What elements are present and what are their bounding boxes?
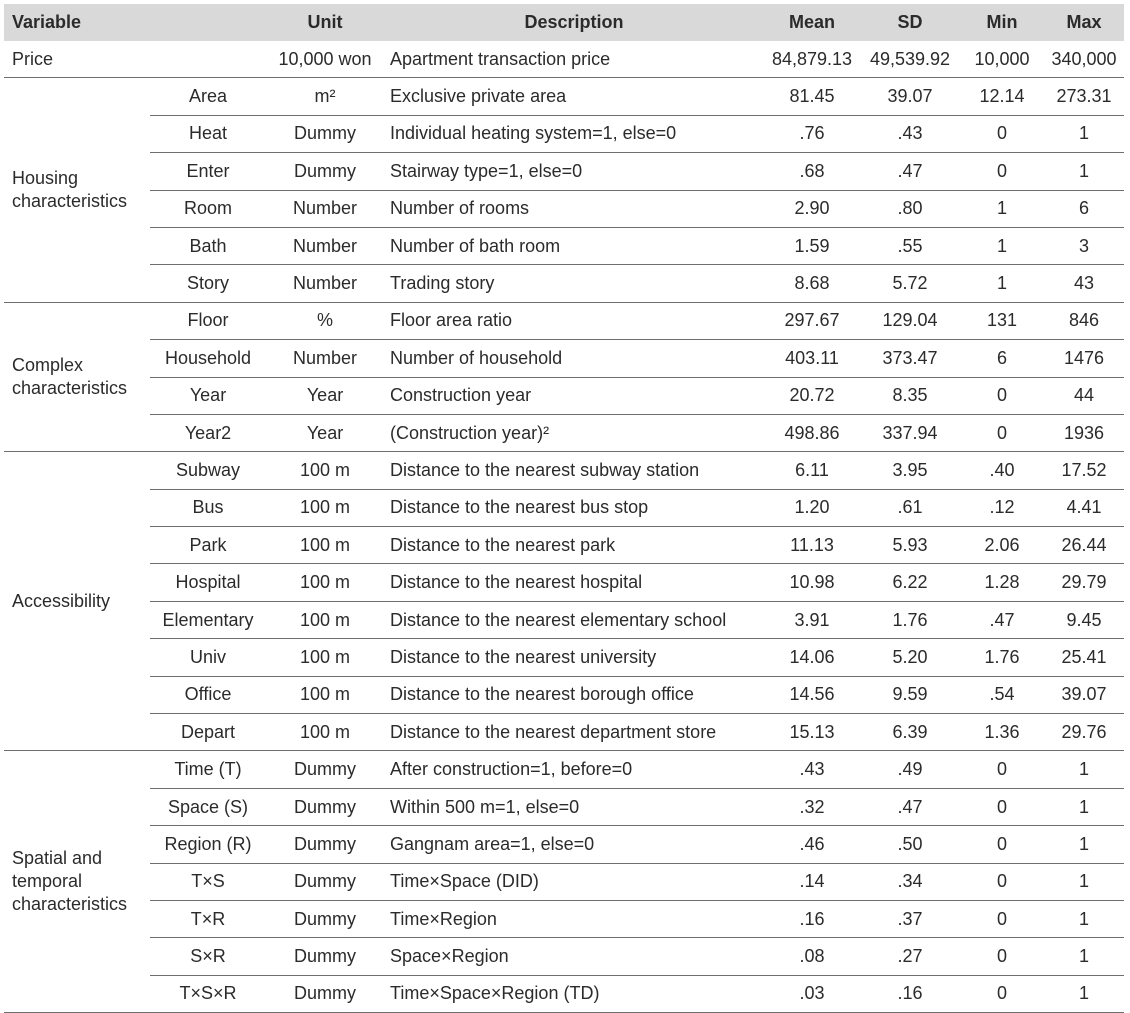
cell-unit: % <box>317 310 334 331</box>
table-row <box>4 115 1124 152</box>
cell-sd: .27 <box>897 946 923 967</box>
cell-sd: 39.07 <box>887 86 933 107</box>
cell-variable: Floor <box>187 310 229 331</box>
table-row <box>4 601 1124 638</box>
cell-variable: Univ <box>190 646 227 667</box>
cell-max: 1 <box>1079 759 1090 780</box>
cell-min: 0 <box>997 422 1008 443</box>
cell-min: .54 <box>989 684 1015 705</box>
cell-variable: Price <box>12 48 54 69</box>
cell-min: 1 <box>997 273 1008 294</box>
cell-sd: 8.35 <box>892 385 928 406</box>
group-label: Housing characteristics <box>4 78 150 302</box>
cell-unit: Dummy <box>294 123 357 144</box>
cell-unit: Dummy <box>294 796 357 817</box>
header-description: Description <box>384 4 764 41</box>
cell-min: 0 <box>997 833 1008 854</box>
cell-max: 6 <box>1079 198 1090 219</box>
cell-description: Distance to the nearest hospital <box>390 572 643 593</box>
cell-min: 1.36 <box>984 721 1020 742</box>
cell-max: 1 <box>1079 160 1090 181</box>
table-row <box>4 900 1124 937</box>
cell-unit: 100 m <box>300 684 351 705</box>
cell-variable: T×S <box>191 871 225 892</box>
cell-variable: Time (T) <box>174 759 242 780</box>
cell-description: Time×Region <box>390 908 497 929</box>
cell-min: 0 <box>997 946 1008 967</box>
cell-max: 4.41 <box>1066 497 1102 518</box>
cell-variable: Year <box>189 385 227 406</box>
cell-unit: Dummy <box>294 983 357 1004</box>
table-row <box>4 564 1124 601</box>
table-row-price <box>4 41 1124 78</box>
cell-mean: 14.06 <box>789 646 835 667</box>
cell-sd: 129.04 <box>882 310 938 331</box>
table-row <box>4 788 1124 825</box>
table-body <box>4 41 1124 1013</box>
cell-max: 39.07 <box>1061 684 1107 705</box>
table-row <box>4 639 1124 676</box>
cell-max: 29.79 <box>1061 572 1107 593</box>
header-sd: SD <box>860 4 960 41</box>
cell-mean: .68 <box>799 160 825 181</box>
cell-mean: 2.90 <box>794 198 830 219</box>
cell-description: Space×Region <box>390 946 509 967</box>
cell-max: 340,000 <box>1051 48 1117 69</box>
cell-sd: 5.20 <box>892 646 928 667</box>
cell-variable: Space (S) <box>167 796 249 817</box>
cell-description: Apartment transaction price <box>390 48 611 69</box>
cell-mean: .43 <box>799 759 825 780</box>
cell-max: 1 <box>1079 796 1090 817</box>
cell-mean: 10.98 <box>789 572 835 593</box>
cell-unit: 10,000 won <box>278 48 372 69</box>
cell-max: 1 <box>1079 871 1090 892</box>
cell-mean: 3.91 <box>794 609 830 630</box>
cell-unit: 100 m <box>300 609 351 630</box>
cell-sd: 6.22 <box>892 572 928 593</box>
table-row <box>4 414 1124 451</box>
cell-unit: Year <box>306 385 344 406</box>
cell-unit: 100 m <box>300 497 351 518</box>
cell-variable: Region (R) <box>164 833 252 854</box>
cell-description: Trading story <box>390 273 495 294</box>
cell-description: Within 500 m=1, else=0 <box>390 796 580 817</box>
cell-variable: Enter <box>186 160 230 181</box>
cell-sd: 49,539.92 <box>869 48 951 69</box>
cell-sd: 373.47 <box>882 347 938 368</box>
cell-sd: 3.95 <box>892 459 928 480</box>
cell-max: 3 <box>1079 235 1090 256</box>
cell-max: 1 <box>1079 983 1090 1004</box>
cell-description: Individual heating system=1, else=0 <box>390 123 677 144</box>
cell-min: .40 <box>989 459 1015 480</box>
header-min: Min <box>960 4 1044 41</box>
cell-unit: Dummy <box>294 908 357 929</box>
cell-min: 0 <box>997 983 1008 1004</box>
cell-min: 0 <box>997 871 1008 892</box>
cell-variable: Room <box>184 198 233 219</box>
table-row <box>4 302 1124 339</box>
cell-mean: 6.11 <box>795 459 829 480</box>
cell-mean: 81.45 <box>789 86 835 107</box>
table-row <box>4 452 1124 489</box>
cell-mean: 11.13 <box>790 534 834 555</box>
cell-unit: Number <box>293 235 358 256</box>
cell-max: 26.44 <box>1061 534 1107 555</box>
statistics-table-container <box>4 4 1124 1013</box>
cell-mean: .76 <box>799 123 825 144</box>
cell-mean: 20.72 <box>789 385 835 406</box>
table-row <box>4 377 1124 414</box>
table-row <box>4 78 1124 115</box>
cell-max: 44 <box>1074 385 1095 406</box>
cell-mean: 15.13 <box>789 721 835 742</box>
cell-mean: .16 <box>799 908 825 929</box>
cell-mean: 1.59 <box>794 235 830 256</box>
cell-min: 2.06 <box>984 534 1020 555</box>
header-variable: Variable <box>4 4 266 41</box>
cell-max: 25.41 <box>1061 646 1107 667</box>
table-row <box>4 190 1124 227</box>
cell-mean: .14 <box>799 871 825 892</box>
cell-description: (Construction year)² <box>390 422 550 443</box>
cell-variable: Office <box>184 684 232 705</box>
table-row <box>4 714 1124 751</box>
cell-description: Gangnam area=1, else=0 <box>390 833 595 854</box>
cell-min: 0 <box>997 123 1008 144</box>
cell-max: 43 <box>1074 273 1095 294</box>
cell-min: 1 <box>997 235 1008 256</box>
cell-description: Distance to the nearest department store <box>390 721 717 742</box>
cell-min: 1.28 <box>984 572 1020 593</box>
cell-min: 1 <box>997 198 1008 219</box>
cell-variable: Household <box>164 347 252 368</box>
cell-description: Time×Space×Region (TD) <box>390 983 600 1004</box>
cell-min: 131 <box>986 310 1018 331</box>
cell-description: Distance to the nearest borough office <box>390 684 694 705</box>
cell-description: Stairway type=1, else=0 <box>390 160 583 181</box>
descriptive-statistics-table <box>4 4 1124 1013</box>
cell-sd: 1.76 <box>892 609 928 630</box>
cell-sd: .50 <box>897 833 923 854</box>
cell-sd: .49 <box>897 759 923 780</box>
cell-description: Number of household <box>390 347 563 368</box>
cell-variable: Subway <box>175 459 241 480</box>
cell-unit: Year <box>306 422 344 443</box>
cell-sd: 6.39 <box>892 721 928 742</box>
cell-min: 6 <box>997 347 1008 368</box>
cell-mean: 403.11 <box>785 347 839 368</box>
cell-min: 1.76 <box>984 646 1020 667</box>
cell-unit: Number <box>293 347 358 368</box>
cell-unit: Dummy <box>294 871 357 892</box>
cell-variable: S×R <box>190 946 226 967</box>
cell-variable: Bus <box>192 497 224 518</box>
cell-mean: .03 <box>799 983 825 1004</box>
cell-max: 1 <box>1079 908 1090 929</box>
cell-sd: .55 <box>897 235 923 256</box>
cell-variable: Hospital <box>175 572 241 593</box>
cell-unit: Number <box>293 273 358 294</box>
cell-variable: Elementary <box>162 609 254 630</box>
cell-sd: .47 <box>897 160 923 181</box>
cell-sd: .43 <box>897 123 923 144</box>
cell-unit: Number <box>293 198 358 219</box>
group-label: Spatial and temporal characteristics <box>4 751 150 1013</box>
cell-unit: Dummy <box>294 946 357 967</box>
cell-variable: Year2 <box>184 422 232 443</box>
cell-variable: T×R <box>190 908 226 929</box>
cell-sd: 5.72 <box>892 273 928 294</box>
group-label: Complex characteristics <box>4 302 150 452</box>
cell-variable: T×S×R <box>179 983 237 1004</box>
cell-unit: Dummy <box>294 833 357 854</box>
cell-unit: Dummy <box>294 759 357 780</box>
cell-description: Distance to the nearest elementary school <box>390 609 727 630</box>
cell-min: 0 <box>997 385 1008 406</box>
header-unit: Unit <box>266 4 384 41</box>
cell-description: Distance to the nearest park <box>390 534 616 555</box>
cell-max: 1 <box>1079 123 1090 144</box>
cell-sd: 337.94 <box>882 422 938 443</box>
cell-sd: .34 <box>897 871 923 892</box>
cell-unit: m² <box>314 86 336 107</box>
cell-variable: Park <box>189 534 227 555</box>
table-row <box>4 489 1124 526</box>
cell-max: 273.31 <box>1056 86 1112 107</box>
cell-sd: 5.93 <box>892 534 928 555</box>
cell-description: Construction year <box>390 385 532 406</box>
cell-unit: 100 m <box>300 646 351 667</box>
cell-mean: .08 <box>799 946 825 967</box>
cell-unit: 100 m <box>300 572 351 593</box>
cell-description: Number of bath room <box>390 235 561 256</box>
cell-max: 1476 <box>1063 347 1105 368</box>
table-row <box>4 527 1124 564</box>
cell-variable: Heat <box>188 123 228 144</box>
cell-variable: Bath <box>189 235 227 256</box>
cell-sd: 9.59 <box>892 684 928 705</box>
cell-unit: 100 m <box>300 721 351 742</box>
cell-unit: 100 m <box>300 459 351 480</box>
cell-min: .12 <box>989 497 1015 518</box>
cell-variable: Area <box>188 86 228 107</box>
cell-description: Distance to the nearest subway station <box>390 459 700 480</box>
table-row <box>4 676 1124 713</box>
cell-max: 1936 <box>1063 422 1105 443</box>
cell-description: Distance to the nearest university <box>390 646 657 667</box>
table-row <box>4 265 1124 302</box>
cell-unit: Dummy <box>294 160 357 181</box>
table-row <box>4 227 1124 264</box>
cell-sd: .61 <box>897 497 923 518</box>
table-row <box>4 340 1124 377</box>
cell-mean: 498.86 <box>784 422 840 443</box>
cell-mean: 1.20 <box>794 497 830 518</box>
cell-description: Exclusive private area <box>390 86 567 107</box>
cell-sd: .47 <box>897 796 923 817</box>
cell-sd: .16 <box>897 983 923 1004</box>
table-row <box>4 153 1124 190</box>
cell-mean: 14.56 <box>789 684 835 705</box>
cell-description: Number of rooms <box>390 198 530 219</box>
group-label: Accessibility <box>4 452 150 751</box>
cell-sd: .37 <box>897 908 923 929</box>
cell-description: Time×Space (DID) <box>390 871 539 892</box>
cell-sd: .80 <box>897 198 923 219</box>
cell-mean: 8.68 <box>794 273 830 294</box>
header-mean: Mean <box>764 4 860 41</box>
cell-max: 29.76 <box>1061 721 1107 742</box>
cell-description: Distance to the nearest bus stop <box>390 497 649 518</box>
cell-variable: Depart <box>180 721 236 742</box>
cell-description: After construction=1, before=0 <box>390 759 633 780</box>
cell-min: 10,000 <box>974 48 1030 69</box>
cell-min: .47 <box>989 609 1015 630</box>
table-row <box>4 826 1124 863</box>
table-row <box>4 975 1124 1012</box>
cell-max: 17.52 <box>1061 459 1107 480</box>
table-row <box>4 863 1124 900</box>
cell-min: 0 <box>997 908 1008 929</box>
cell-min: 0 <box>997 796 1008 817</box>
cell-description: Floor area ratio <box>390 310 513 331</box>
cell-min: 0 <box>997 160 1008 181</box>
cell-max: 1 <box>1079 946 1090 967</box>
cell-mean: .46 <box>799 833 825 854</box>
cell-min: 0 <box>997 759 1008 780</box>
cell-max: 1 <box>1079 833 1090 854</box>
table-row <box>4 938 1124 975</box>
table-row <box>4 751 1124 788</box>
cell-max: 846 <box>1068 310 1100 331</box>
cell-mean: 297.67 <box>784 310 840 331</box>
cell-variable: Story <box>187 273 230 294</box>
cell-mean: 84,879.13 <box>771 48 853 69</box>
table-header <box>4 4 1124 41</box>
cell-mean: .32 <box>799 796 825 817</box>
header-max: Max <box>1044 4 1124 41</box>
cell-unit: 100 m <box>300 534 351 555</box>
cell-min: 12.14 <box>979 86 1025 107</box>
cell-max: 9.45 <box>1066 609 1102 630</box>
